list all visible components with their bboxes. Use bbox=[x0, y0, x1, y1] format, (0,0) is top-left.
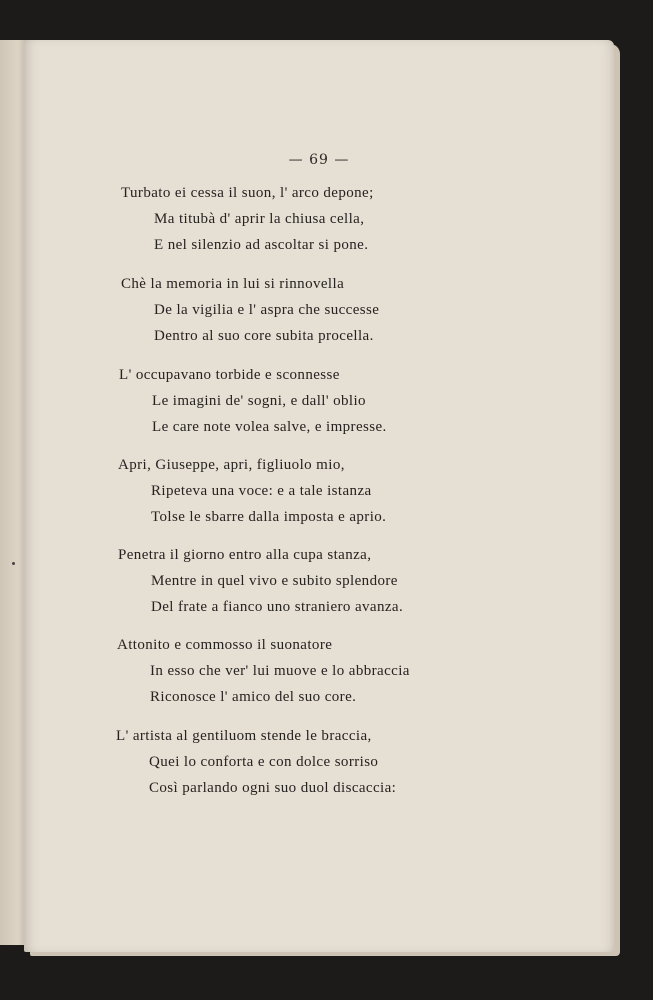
verse-line: Mentre in quel vivo e subito splendore bbox=[151, 573, 398, 589]
stanza-6 bbox=[117, 632, 410, 710]
stanza-4 bbox=[118, 452, 386, 530]
verse-line: Turbato ei cessa il suon, l' arco depone; bbox=[121, 185, 374, 201]
verse-line: Le care note volea salve, e impresse. bbox=[152, 419, 387, 435]
verse-line: L' artista al gentiluom stende le braccia, bbox=[116, 728, 372, 744]
verse-line: Quei lo conforta e con dolce sorriso bbox=[149, 754, 379, 770]
verse-line: Attonito e commosso il suonatore bbox=[117, 637, 333, 653]
verse-line: Penetra il giorno entro alla cupa stanza, bbox=[118, 547, 372, 563]
verse-line: Riconosce l' amico del suo core. bbox=[150, 689, 357, 705]
verse-line: E nel silenzio ad ascoltar si pone. bbox=[154, 237, 369, 253]
verse-line: Le imagini de' sogni, e dall' oblio bbox=[152, 393, 366, 409]
verse-line: L' occupavano torbide e sconnesse bbox=[119, 367, 340, 383]
verse-line: Dentro al suo core subita procella. bbox=[154, 328, 374, 344]
stanza-7 bbox=[116, 723, 396, 801]
verse-line: Del frate a fianco uno straniero avanza. bbox=[151, 599, 404, 615]
stanza-3 bbox=[119, 362, 387, 440]
verse-line: Tolse le sbarre dalla imposta e aprio. bbox=[151, 509, 387, 525]
book-page bbox=[24, 40, 614, 952]
stanza-2 bbox=[121, 271, 379, 349]
verse-line: In esso che ver' lui muove e lo abbraccia bbox=[150, 663, 410, 679]
verse-line: Ma titubà d' aprir la chiusa cella, bbox=[154, 211, 365, 227]
verse-line: De la vigilia e l' aspra che successe bbox=[154, 302, 380, 318]
page-number: — 69 — bbox=[288, 152, 350, 168]
stanza-1 bbox=[121, 180, 374, 258]
verse-line: Chè la memoria in lui si rinnovella bbox=[121, 276, 345, 292]
stanza-5 bbox=[118, 542, 403, 620]
page-speck bbox=[12, 562, 15, 565]
verse-line: Apri, Giuseppe, apri, figliuolo mio, bbox=[118, 457, 345, 473]
verse-line: Così parlando ogni suo duol discaccia: bbox=[149, 780, 397, 796]
verse-line: Ripeteva una voce: e a tale istanza bbox=[151, 483, 372, 499]
